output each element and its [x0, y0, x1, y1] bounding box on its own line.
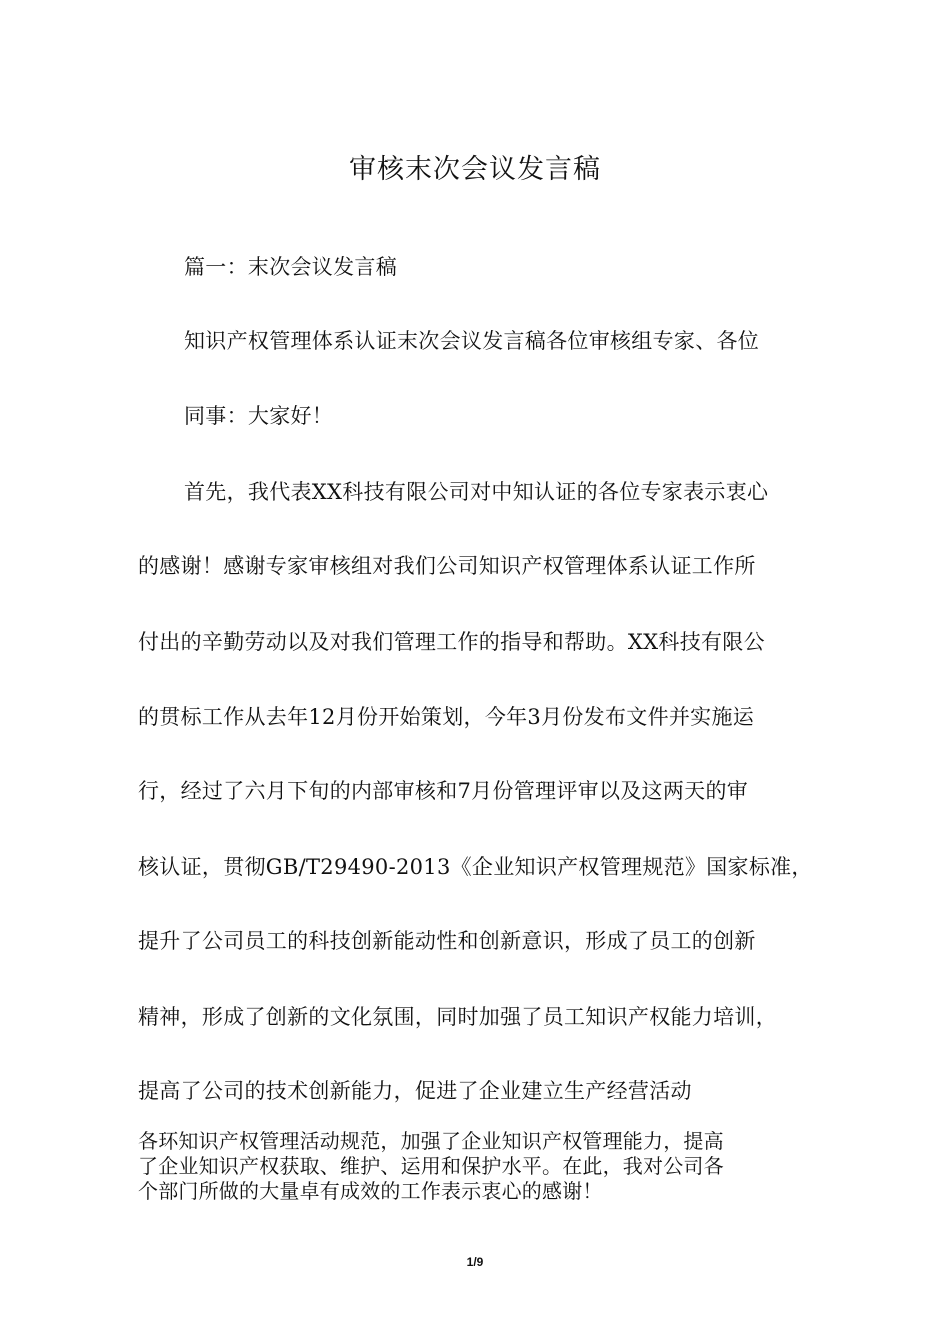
page-number: 1/9: [466, 1255, 484, 1269]
body-line-2: 同事：大家好！: [184, 404, 334, 428]
dense-line-3: 个部门所做的大量卓有成效的工作表示衷心的感谢！: [138, 1179, 603, 1203]
body-line-9: 提升了公司员工的科技创新能动性和创新意识，形成了员工的创新: [138, 929, 756, 953]
body-line-6: 的贯标工作从去年12月份开始策划，今年3月份发布文件并实施运: [138, 705, 755, 729]
body-line-10: 精神，形成了创新的文化氛围，同时加强了员工知识产权能力培训，: [138, 1005, 777, 1029]
body-line-5: 付出的辛勤劳动以及对我们管理工作的指导和帮助。XX科技有限公: [138, 630, 765, 654]
dense-line-2: 了企业知识产权获取、维护、运用和保护水平。在此，我对公司各: [138, 1154, 724, 1178]
dense-line-1: 各环知识产权管理活动规范，加强了企业知识产权管理能力，提高: [138, 1129, 724, 1153]
body-line-1: 知识产权管理体系认证末次会议发言稿各位审核组专家、各位: [184, 329, 760, 353]
body-line-8: 核认证，贯彻GB/T29490-2013《企业知识产权管理规范》国家标准，: [138, 855, 813, 879]
body-line-4: 的感谢！感谢专家审核组对我们公司知识产权管理体系认证工作所: [138, 554, 756, 578]
body-line-11: 提高了公司的技术创新能力，促进了企业建立生产经营活动: [138, 1079, 692, 1103]
document-title: 审核末次会议发言稿: [349, 154, 601, 185]
section-heading: 篇一：末次会议发言稿: [184, 255, 397, 279]
body-line-3: 首先，我代表XX科技有限公司对中知认证的各位专家表示衷心: [184, 480, 769, 504]
body-line-7: 行，经过了六月下旬的内部审核和7月份管理评审以及这两天的审: [138, 779, 749, 803]
